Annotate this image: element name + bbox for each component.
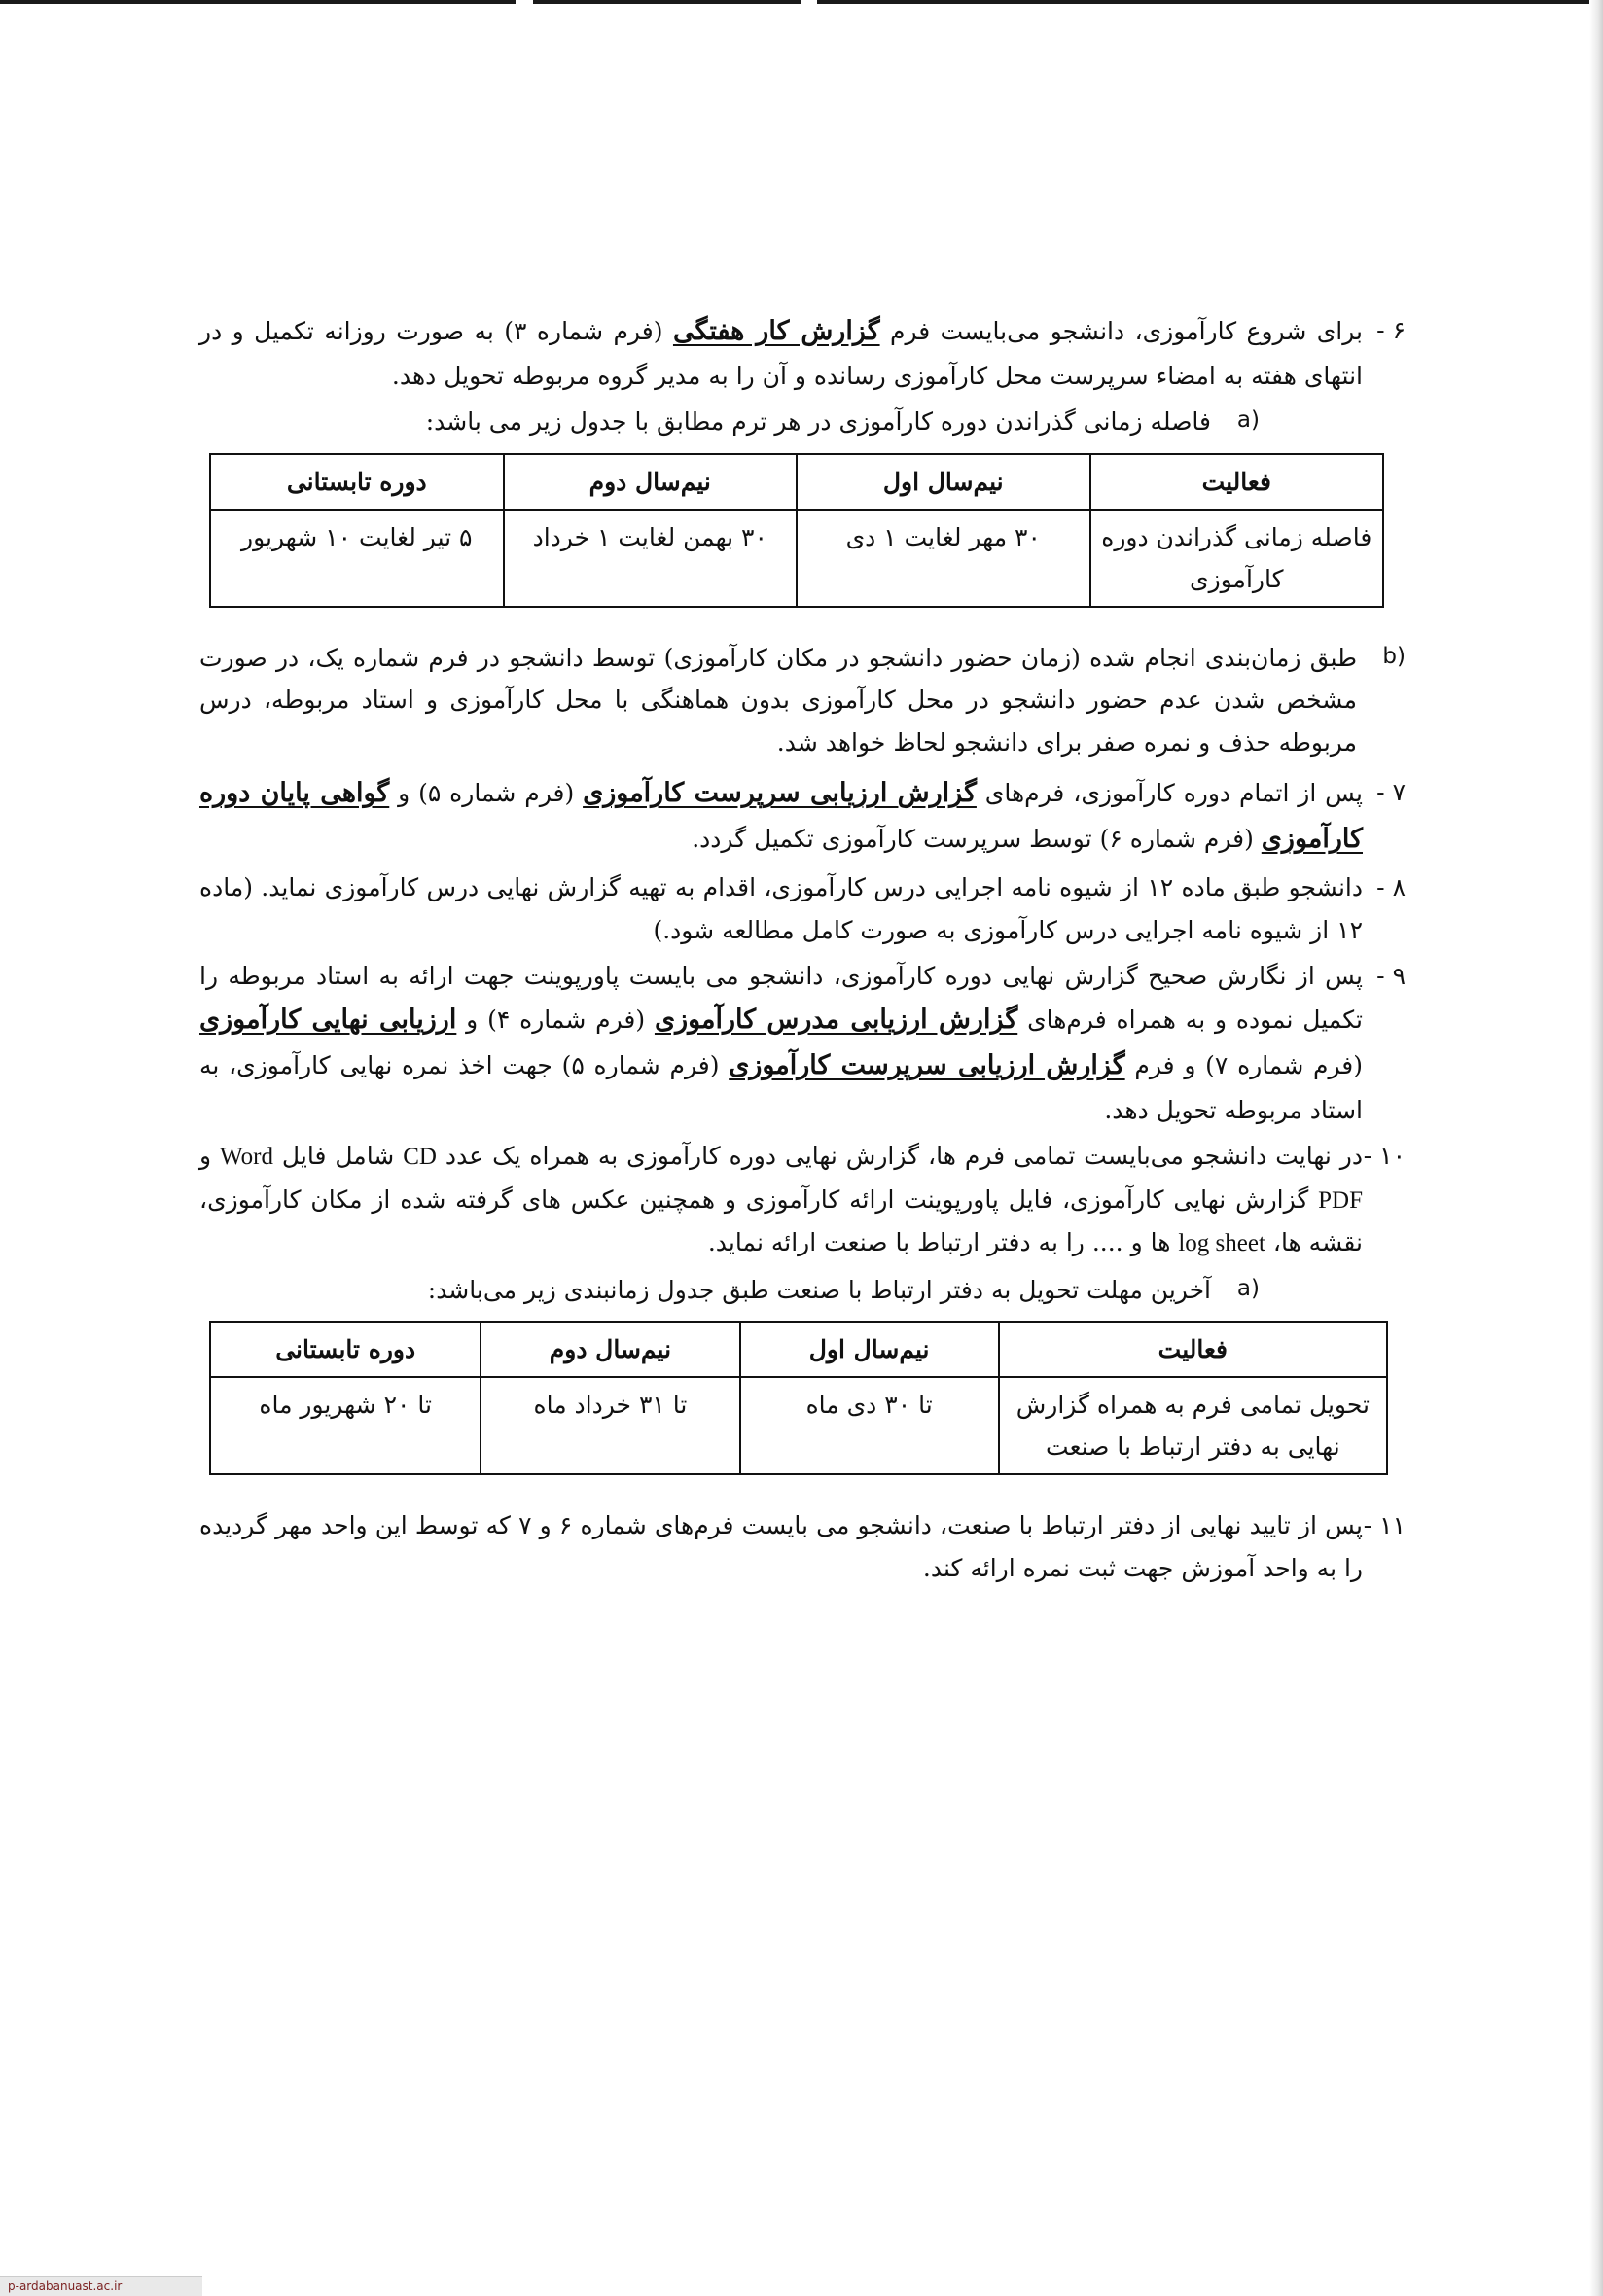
item-number: ۱۱ - [1363,1511,1406,1540]
document-body [199,309,1406,1593]
emphasis-supervisor-evaluation: گزارش ارزیابی سرپرست کارآموزی [583,778,977,809]
table-header-row [210,1322,1387,1377]
table-cell: تا ۳۱ خرداد ماه [481,1377,739,1474]
deadline-table [209,1321,1388,1475]
emphasis-weekly-report: گزارش کار هفتگی [672,316,880,346]
item-number: ۱۰ - [1363,1142,1406,1171]
emphasis-instructor-evaluation: گزارش ارزیابی مدرس کارآموزی [654,1004,1018,1035]
list-item-6 [199,309,1406,397]
item-text: در نهایت دانشجو می‌بایست تمامی فرم ها، گزارش نهایی دوره کارآموزی به همراه یک عدد CD شامل فایل Word و PDF گزارش نهایی کارآموزی، فایل پاورپوینت ارائه کارآموزی و همچنین عکس های گرفته شده از مکان کارآموزی، نقشه ها، log sheet ها و .... را به دفتر ارتباط با صنعت ارائه نماید. [199,1142,1363,1257]
table-header-cell: دوره تابستانی [210,454,504,510]
list-item-11 [199,1504,1406,1589]
item-text: پس از نگارش صحیح گزارش نهایی دوره کارآموزی، دانشجو می بایست پاورپوینت جهت ارائه به استاد مربوطه را تکمیل نموده و به همراه فرم‌های گزارش ارزیابی مدرس کارآموزی (فرم شماره ۴) و ارزیابی نهایی کارآموزی (فرم شماره ۷) و فرم گزارش ارزیابی سرپرست کارآموزی (فرم شماره ۵) جهت اخذ نمره نهایی کارآموزی، به استاد مربوطه تحویل دهد. [199,962,1364,1124]
sub-item-letter: a) [1236,1275,1260,1301]
emphasis-supervisor-evaluation: گزارش ارزیابی سرپرست کارآموزی [729,1049,1125,1080]
sub-item-a [199,1269,1260,1312]
table-cell: ۳۰ بهمن لغایت ۱ خرداد [504,510,798,607]
table-header-cell: فعالیت [1090,454,1384,510]
item-number: ۷ - [1376,778,1406,807]
sub-item-text: طبق زمان‌بندی انجام شده (زمان حضور دانشجو در مکان کارآموزی) توسط دانشجو در فرم شماره یک، در صورت مشخص شدن عدم حضور دانشجو در محل کارآموزی بدون هماهنگی با محل کارآموزی و استاد مربوطه، درس مربوطه حذف و نمره صفر برای دانشجو لحاظ خواهد شد. [199,643,1357,757]
table-row [210,510,1383,607]
table-row [210,1377,1387,1474]
scan-top-edge [0,0,1603,6]
table-header-cell: نیم‌سال اول [797,454,1090,510]
sub-item-letter: a) [1236,407,1260,434]
item-number: ۶ - [1376,316,1406,344]
table-cell: تا ۳۰ دی ماه [740,1377,999,1474]
table-cell: تحویل تمامی فرم به همراه گزارش نهایی به دفتر ارتباط با صنعت [999,1377,1387,1474]
table-cell: ۵ تیر لغایت ۱۰ شهریور [210,510,504,607]
table-header-row [210,454,1383,510]
table-cell: فاصله زمانی گذراندن دوره کارآموزی [1090,510,1384,607]
table-cell: تا ۲۰ شهریور ماه [210,1377,481,1474]
table-cell: ۳۰ مهر لغایت ۱ دی [797,510,1090,607]
table-header-cell: دوره تابستانی [210,1322,481,1377]
schedule-table [209,453,1384,608]
item-text: پس از اتمام دوره کارآموزی، فرم‌های گزارش ارزیابی سرپرست کارآموزی (فرم شماره ۵) و گواهی پایان دوره کارآموزی (فرم شماره ۶) توسط سرپرست کارآموزی تکمیل گردد. [199,778,1363,855]
item-text: برای شروع کارآموزی، دانشجو می‌بایست فرم گزارش کار هفتگی (فرم شماره ۳) به صورت روزانه تکمیل و در انتهای هفته به امضاء سرپرست محل کارآموزی رسانده و آن را به مدیر گروه مربوطه تحویل دهد. [199,316,1363,390]
list-item-10 [199,1135,1406,1265]
item-text: دانشجو طبق ماده ۱۲ از شیوه نامه اجرایی درس کارآموزی، اقدام به تهیه گزارش نهایی درس کارآموزی نماید. (ماده ۱۲ از شیوه نامه اجرایی درس کارآموزی به صورت کامل مطالعه شود.) [199,873,1364,944]
scan-right-edge [1589,0,1603,2296]
table-header-cell: نیم‌سال دوم [504,454,798,510]
site-watermark: p-ardabanuast.ac.ir [0,2276,202,2296]
sub-item-b [199,637,1406,764]
item-text: پس از تایید نهایی از دفتر ارتباط با صنعت، دانشجو می بایست فرم‌های شماره ۶ و ۷ که توسط این واحد مهر گردیده را به واحد آموزش جهت ثبت نمره ارائه کند. [199,1511,1363,1582]
list-item-8 [199,866,1406,951]
table-header-cell: نیم‌سال دوم [481,1322,739,1377]
emphasis-final-evaluation: ارزیابی نهایی کارآموزی [199,1004,457,1035]
item-number: ۹ - [1376,962,1406,991]
sub-item-letter: b) [1382,643,1406,669]
sub-item-text: فاصله زمانی گذراندن دوره کارآموزی در هر ترم مطابق با جدول زیر می باشد: [425,407,1211,437]
table-header-cell: نیم‌سال اول [740,1322,999,1377]
item-number: ۸ - [1376,873,1406,902]
list-item-7 [199,771,1406,863]
list-item-9 [199,955,1406,1131]
emphasis-completion-certificate: گواهی پایان دوره کارآموزی [199,778,1363,855]
sub-item-text: آخرین مهلت تحویل به دفتر ارتباط با صنعت طبق جدول زمانبندی زیر می‌باشد: [427,1275,1211,1304]
sub-item-a [199,401,1260,443]
table-header-cell: فعالیت [999,1322,1387,1377]
